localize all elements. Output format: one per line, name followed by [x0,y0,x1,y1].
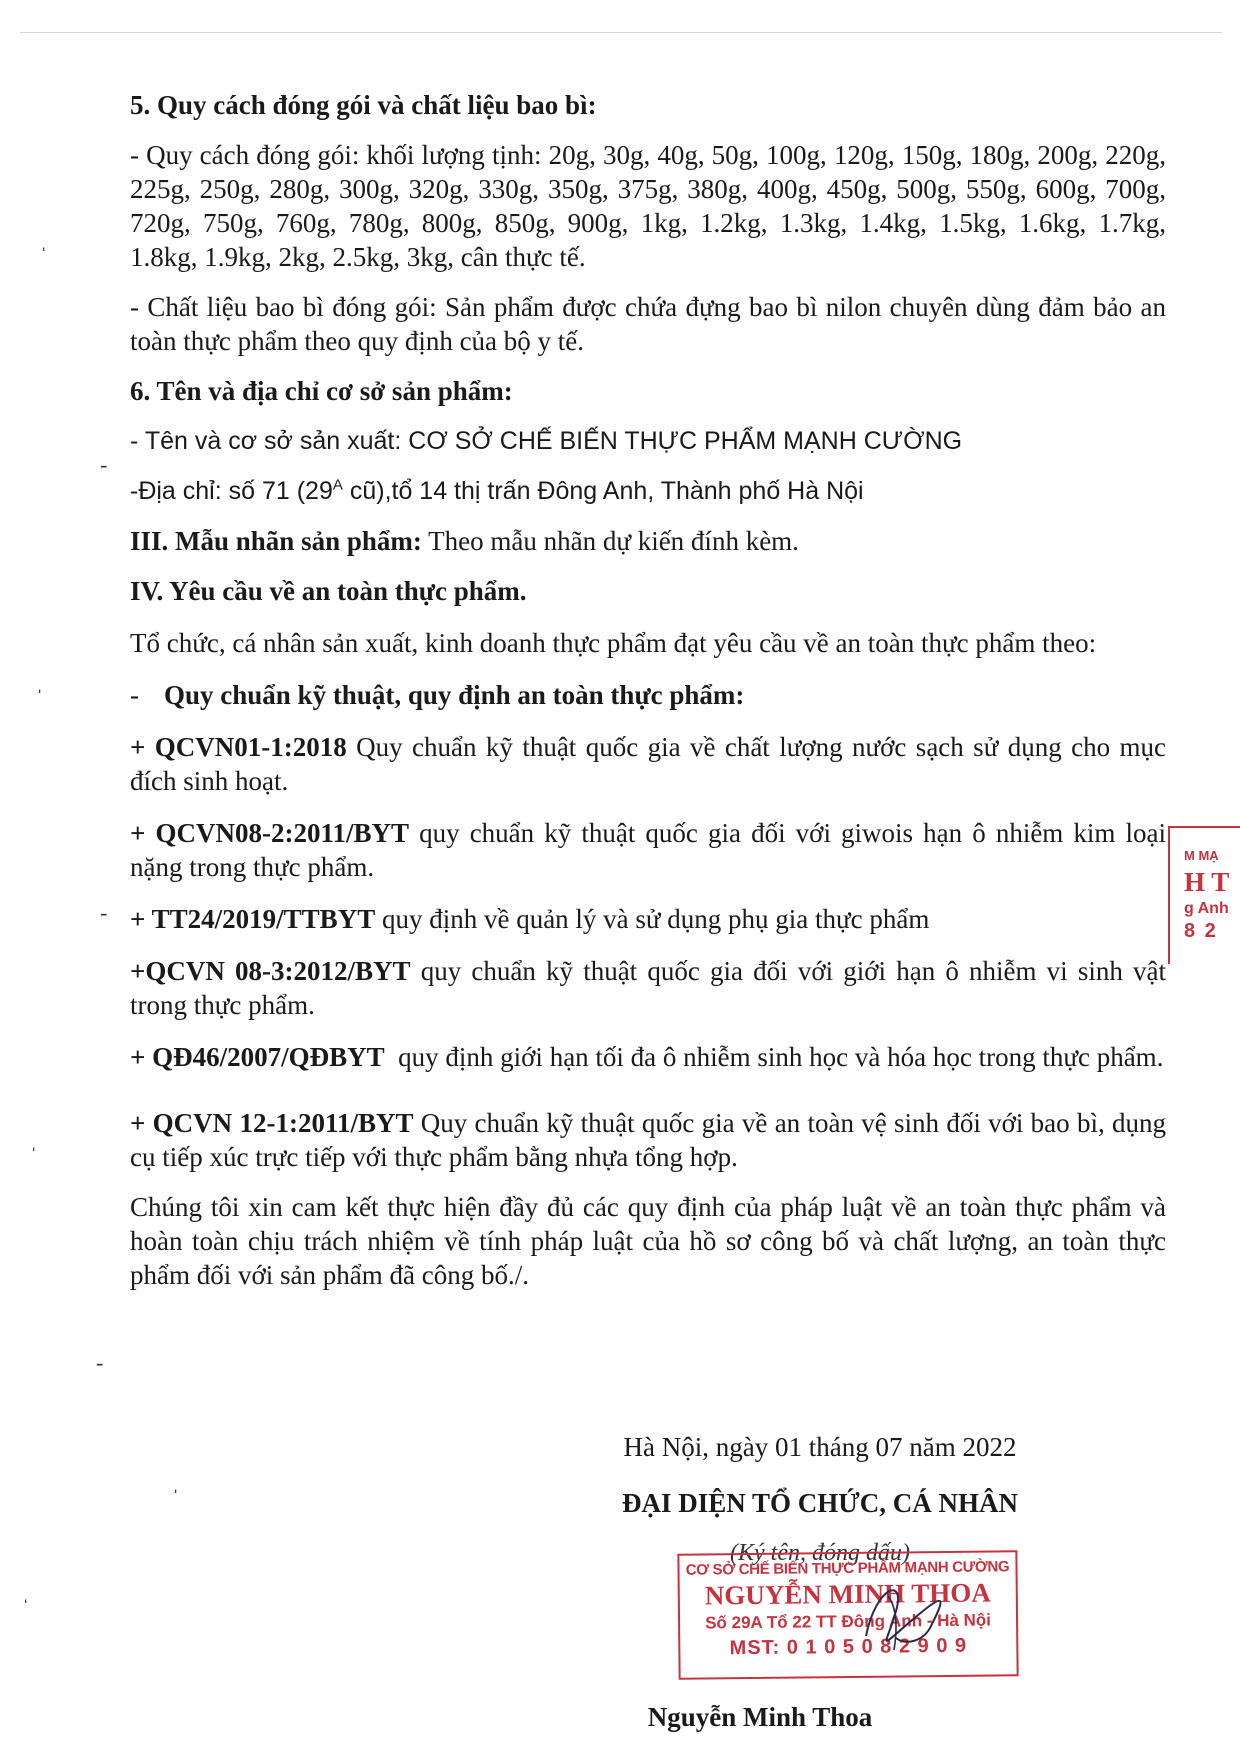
handwritten-signature [836,1566,976,1656]
scan-speck: ˌ [22,1578,30,1603]
scan-speck: - [96,1350,104,1375]
address-prefix: -Địa chỉ: số 71 (29 [130,477,333,505]
facility-address-line [130,474,1166,508]
regulation-item [130,816,1166,884]
regulation-text: quy chuẩn kỹ thuật quốc gia đối với giới hạn ô nhiễm vi sinh vật trong thực phẩm. [130,956,1167,1020]
place-date: Hà Nội, ngày 01 tháng 07 năm 2022 [623,1432,1017,1462]
scan-speck: - [100,452,108,477]
regulation-text: Quy chuẩn kỹ thuật quốc gia về an toàn vệ sinh đối với bao bì, dụng cụ tiếp xúc trực tiếp với thực phẩm bằng nhựa tổng hợp. [130,1108,1166,1172]
section-5-heading: 5. Quy cách đóng gói và chất liệu bao bì: [130,90,597,120]
stamp-facility-line: CƠ SỞ CHẾ BIẾN THỰC PHẨM MẠNH CƯỜNG [685,1558,1010,1579]
section-3-text: Theo mẫu nhãn dự kiến đính kèm. [421,526,799,556]
scan-speck: ˌ [30,1126,38,1151]
regulation-text: quy định về quản lý và sử dụng phụ gia thực phẩm [375,904,930,934]
stamp-tax-code: MST: 0 1 0 5 0 8 2 9 0 9 [729,1634,968,1660]
stamp-address-line: Số 29A Tổ 22 TT Đông Anh - Hà Nội [705,1610,992,1633]
scan-speck: ˌ [36,668,44,693]
regulations-dash: - [130,680,139,710]
section-4-intro: Tổ chức, cá nhân sản xuất, kinh doanh thực phẩm đạt yêu cầu về an toàn thực phẩm theo: [130,628,1097,658]
regulation-code: + QCVN01-1:2018 [130,732,347,762]
regulation-code: + QCVN 12-1:2011/BYT [130,1108,414,1138]
regulation-code: + TT24/2019/TTBYT [130,904,376,934]
regulation-text: Quy chuẩn kỹ thuật quốc gia về chất lượng nước sạch sử dụng cho mục đích sinh hoạt. [130,732,1166,796]
edge-stamp-line: M MẠ [1184,848,1219,863]
packing-spec-paragraph: - Quy cách đóng gói: khối lượng tịnh: 20g, 30g, 40g, 50g, 100g, 120g, 150g, 180g, 200g, 220g, 225g, 250g, 280g, 300g, 320g, 330g, 350g, 375g, 380g, 400g, 450g, 500g, 550g, 600g, 700g, 720g, 750g, 760g, 780g, 800g, 850g, 900g, 1kg, 1.2kg, 1.3kg, 1.4kg, 1.5kg, 1.6kg, 1.7kg, 1.8kg, 1.9kg, 2kg, 2.5kg, 3kg, cân thực tế. [130,140,1166,272]
edge-stamp-line: H T [1184,867,1230,897]
scan-speck: - [100,900,108,925]
scan-speck: ˌ [172,1468,180,1493]
regulation-code: +QCVN 08-3:2012/BYT [130,956,411,986]
regulation-item [130,954,1166,1022]
regulation-code: + QCVN08-2:2011/BYT [130,818,409,848]
section-3-label: III. Mẫu nhãn sản phẩm: [130,526,422,556]
stamp-owner-name: NGUYỄN MINH THOA [704,1577,991,1611]
regulation-code: + QĐ46/2007/QĐBYT [130,1042,385,1072]
address-suffix: cũ),tổ 14 thị trấn Đông Anh, Thành phố Hà Nội [342,477,864,505]
section-6-heading: 6. Tên và địa chỉ cơ sở sản phẩm: [130,376,513,406]
regulations-subheading [130,678,1166,712]
signature-note: (Ký tên, đóng dấu) [730,1540,910,1566]
regulation-item [130,1106,1166,1174]
scan-speck: ˌ [40,226,48,251]
commitment-paragraph: Chúng tôi xin cam kết thực hiện đầy đủ các quy định của pháp luật về an toàn thực phẩm và hoàn toàn chịu trách nhiệm về tính pháp luật của hồ sơ công bố và chất lượng, an toàn thực phẩm đối với sản phẩm đã công bố./. [130,1192,1166,1290]
facility-name-line: - Tên và cơ sở sản xuất: CƠ SỞ CHẾ BIẾN THỰC PHẨM MẠNH CƯỜNG [130,427,963,455]
regulation-text: quy định giới hạn tối đa ô nhiễm sinh học và hóa học trong thực phẩm. [384,1042,1164,1072]
regulation-item [130,902,1166,936]
document-body [130,88,1166,1292]
signatory-name: Nguyễn Minh Thoa [647,1702,873,1732]
scan-edge-line [20,32,1222,33]
regulation-text: quy chuẩn kỹ thuật quốc gia đối với giwois hạn ô nhiễm kim loại nặng trong thực phẩm. [130,818,1166,882]
edge-stamp-line: 8 2 [1184,920,1218,942]
partial-edge-stamp [1168,826,1240,964]
section-3-line [130,524,1166,558]
packaging-material-paragraph: - Chất liệu bao bì đóng gói: Sản phẩm được chứa đựng bao bì nilon chuyên dùng đảm bảo an toàn thực phẩm theo quy định của bộ y tế. [130,292,1166,356]
address-superscript: A [332,476,343,494]
regulation-item [130,730,1166,798]
section-4-heading: IV. Yêu cầu về an toàn thực phẩm. [130,576,527,606]
regulation-item [130,1040,1166,1074]
edge-stamp-line: g Anh [1184,900,1229,917]
regulations-subheading-text: Quy chuẩn kỹ thuật, quy định an toàn thực phẩm: [164,680,745,710]
signatory-title: ĐẠI DIỆN TỔ CHỨC, CÁ NHÂN [621,1488,1019,1518]
